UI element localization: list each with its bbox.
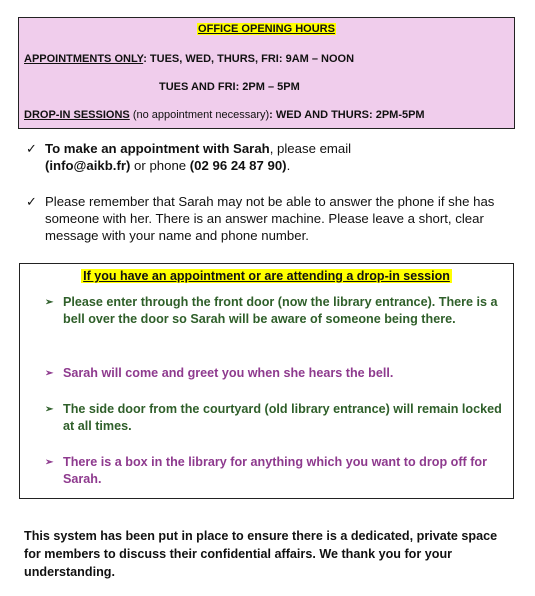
contact-end: . xyxy=(286,158,291,173)
arrow-bullet-icon: ➢ xyxy=(45,368,54,379)
dropin-note: (no appointment necessary) xyxy=(132,109,270,121)
appointment-contact-bold: To make an appointment with Sarah xyxy=(45,141,270,156)
greeting-text: Sarah will come and greet you when she hears the bell. xyxy=(63,366,394,380)
opening-hours-box xyxy=(18,17,515,129)
contact-phone: (02 96 24 87 90) xyxy=(189,158,287,173)
visitor-info-title xyxy=(20,269,513,283)
opening-hours-title-text: OFFICE OPENING HOURS xyxy=(198,23,335,35)
appointments-afternoon-line xyxy=(159,81,300,93)
appointment-contact-text: , please email xyxy=(269,141,352,156)
appointments-label: APPOINTMENTS ONLY xyxy=(24,53,144,65)
phone-note-item xyxy=(26,193,515,244)
side-door-bullet xyxy=(45,401,513,435)
dropin-line xyxy=(24,109,425,121)
appointments-line xyxy=(24,53,354,65)
dropin-value: : WED AND THURS: 2PM-5PM xyxy=(269,109,425,121)
arrow-bullet-icon: ➢ xyxy=(45,404,54,415)
drop-off-box-bullet xyxy=(45,454,513,488)
front-door-text: Please enter through the front door (now the library entrance). There is a bell over the door so Sarah will be aware of someone being there. xyxy=(63,295,498,326)
side-door-text: The side door from the courtyard (old library entrance) will remain locked at all times. xyxy=(63,402,502,433)
footer-note: This system has been put in place to ensure there is a dedicated, private space for members to discuss their confidential affairs. We thank you for your understanding. xyxy=(24,529,498,579)
opening-hours-title xyxy=(19,23,514,35)
phone-note-text: Please remember that Sarah may not be able to answer the phone if she has someone with her. There is an answer machine. Please leave a short, clear message with your name and phone number. xyxy=(45,194,495,243)
dropin-label: DROP-IN SESSIONS xyxy=(24,109,130,121)
front-door-bullet xyxy=(45,294,513,328)
checkmark-icon: ✓ xyxy=(26,194,37,209)
appointments-value: : TUES, WED, THURS, FRI: 9AM – NOON xyxy=(143,53,355,65)
arrow-bullet-icon: ➢ xyxy=(45,457,54,468)
contact-email[interactable]: (info@aikb.fr) xyxy=(45,158,131,173)
visitor-info-box xyxy=(19,263,514,499)
drop-off-box-text: There is a box in the library for anything which you want to drop off for Sarah. xyxy=(63,455,488,486)
appointment-contact-item xyxy=(26,140,515,174)
visitor-info-title-text: If you have an appointment or are attending a drop-in session xyxy=(83,269,450,283)
contact-or: or phone xyxy=(130,158,190,173)
arrow-bullet-icon: ➢ xyxy=(45,297,54,308)
checkmark-icon: ✓ xyxy=(26,141,37,156)
appointments-afternoon-value: TUES AND FRI: 2PM – 5PM xyxy=(159,81,300,93)
greeting-bullet xyxy=(45,365,513,382)
